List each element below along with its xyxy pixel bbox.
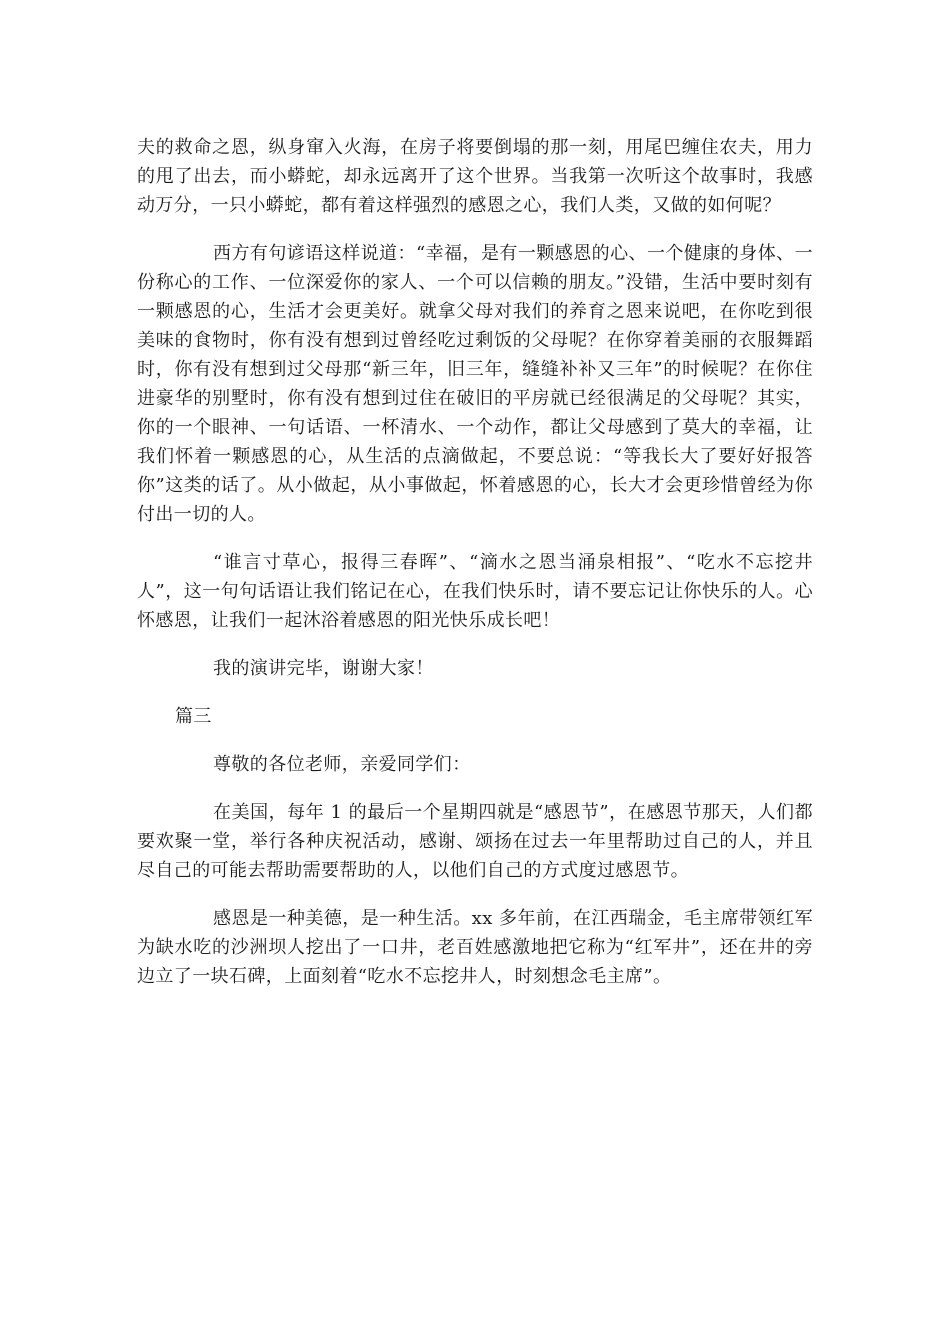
document-page bbox=[137, 133, 813, 1010]
paragraph-speech-closing: 我的演讲完毕，谢谢大家！ bbox=[213, 658, 434, 679]
section-heading: 篇三 bbox=[175, 706, 212, 727]
paragraph-red-army-well: 感恩是一种美德，是一种生活。xx 多年前，在江西瑞金，毛主席带领红军为缺水吃的沙洲坝人挖出了一口井，老百姓感激地把它称为“红军井”，还在井的旁边立了一块石碑，上面刻着“吃水不忘挖井人，时刻想念毛主席”。 bbox=[137, 908, 813, 987]
paragraph-western-proverb: 西方有句谚语这样说道：“幸福，是有一颗感恩的心、一个健康的身体、一份称心的工作、一位深爱你的家人、一个可以信赖的朋友。”没错，生活中要时刻有一颗感恩的心，生活才会更美好。就拿父母对我们的养育之恩来说吧，在你吃到很美味的食物时，你有没有想到过曾经吃过剩饭的父母呢？在你穿着美丽的衣服舞蹈时，你有没有想到过父母那“新三年，旧三年，缝缝补补又三年”的时候呢？在你住进豪华的别墅时，你有没有想到过住在破旧的平房就已经很满足的父母呢？其实，你的一个眼神、一句话语、一杯清水、一个动作，都让父母感到了莫大的幸福，让我们怀着一颗感恩的心，从生活的点滴做起，不要总说：“等我长大了要好好报答你”这类的话了。从小做起，从小事做起，怀着感恩的心，长大才会更珍惜曾经为你付出一切的人。 bbox=[137, 243, 813, 525]
paragraph-classic-sayings: “谁言寸草心，报得三春晖”、“滴水之恩当涌泉相报”、“吃水不忘挖井人”，这一句句话语让我们铭记在心，在我们快乐时，请不要忘记让你快乐的人。心怀感恩，让我们一起沐浴着感恩的阳光快乐成长吧！ bbox=[137, 552, 813, 631]
paragraph-greeting: 尊敬的各位老师，亲爱同学们： bbox=[213, 754, 471, 775]
paragraph-thanksgiving-america: 在美国，每年 1 的最后一个星期四就是“感恩节”，在感恩节那天，人们都要欢聚一堂，举行各种庆祝活动，感谢、颂扬在过去一年里帮助过自己的人，并且尽自己的可能去帮助需要帮助的人，以他们自己的方式度过感恩节。 bbox=[137, 802, 813, 881]
paragraph-story-ending: 夫的救命之恩，纵身窜入火海，在房子将要倒塌的那一刻，用尾巴缠住农夫，用力的甩了出去，而小蟒蛇，却永远离开了这个世界。当我第一次听这个故事时，我感动万分，一只小蟒蛇，都有着这样强烈的感恩之心，我们人类，又做的如何呢？ bbox=[137, 137, 813, 216]
